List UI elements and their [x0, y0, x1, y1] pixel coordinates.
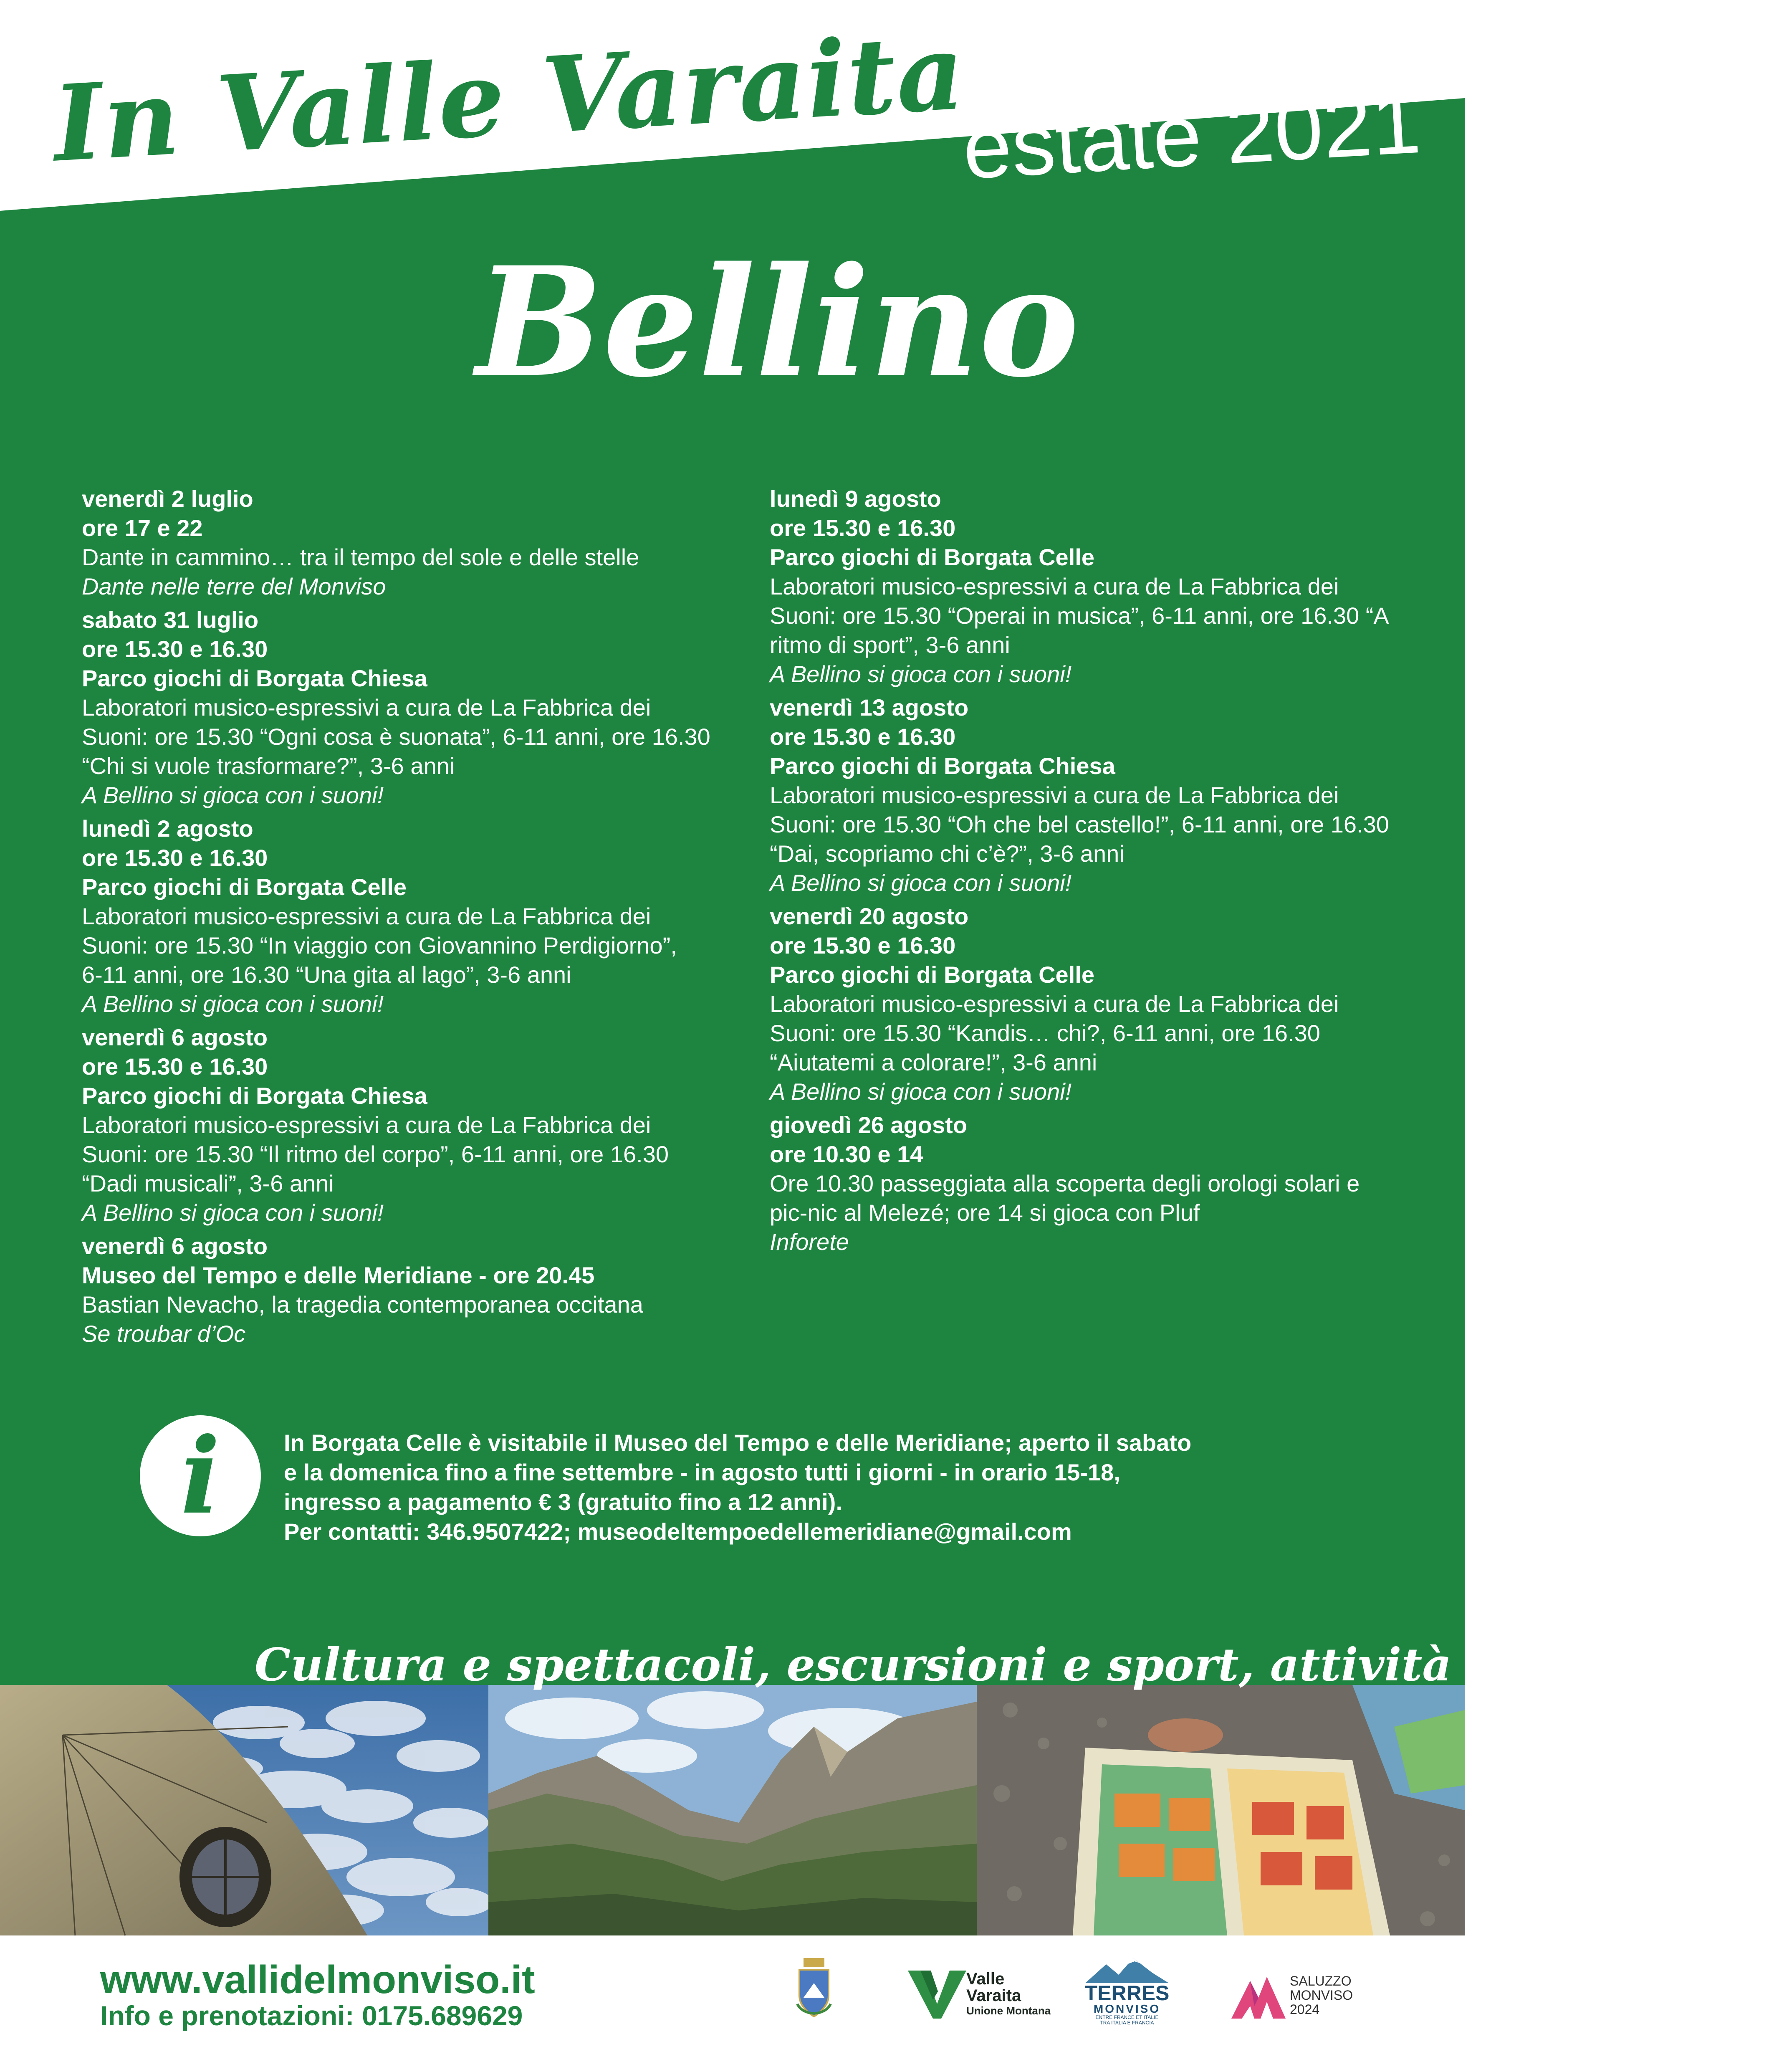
valle-varaita-line3: Unione Montana	[966, 2004, 1051, 2017]
event-description: “Aiutatemi a colorare!”, 3-6 anni	[770, 1049, 1097, 1075]
event-date: venerdì 6 agosto	[82, 1024, 268, 1050]
event-description: Suoni: ore 15.30 “Kandis… chi?, 6-11 anni, ore 16.30	[770, 1020, 1320, 1046]
town-title: Bellino	[476, 234, 1079, 410]
info-line: ingresso a pagamento € 3 (gratuito fino a 12 anni).	[284, 1489, 843, 1515]
saluzzo-line3: 2024	[1290, 2002, 1320, 2017]
footer-info: Info e prenotazioni: 0175.689629	[100, 2000, 523, 2031]
photo-mountains	[488, 1685, 977, 1935]
event-place: Parco giochi di Borgata Celle	[770, 961, 1094, 988]
valle-varaita-line1: Valle	[966, 1970, 1005, 1988]
info-line: Per contatti: 346.9507422; museodeltempoedellemeridiane@gmail.com	[284, 1518, 1072, 1545]
event-place: Parco giochi di Borgata Celle	[770, 544, 1094, 570]
event-time: ore 15.30 e 16.30	[82, 845, 268, 871]
event-date: lunedì 9 agosto	[770, 486, 941, 512]
event-block	[82, 1232, 741, 1348]
event-description: Ore 10.30 passeggiata alla scoperta degli orologi solari e	[770, 1170, 1360, 1197]
event-description: Suoni: ore 15.30 “Ogni cosa è suonata”, 6-11 anni, ore 16.30	[82, 724, 710, 750]
event-description: 6-11 anni, ore 16.30 “Una gita al lago”, 3-6 anni	[82, 961, 571, 988]
event-block	[82, 484, 741, 601]
event-place: Parco giochi di Borgata Chiesa	[770, 753, 1115, 779]
terres-line2: MONVISO	[1093, 2002, 1161, 2015]
event-series: Inforete	[770, 1229, 849, 1255]
event-time: ore 15.30 e 16.30	[82, 1053, 268, 1080]
season-label: estate 2021	[960, 73, 1423, 197]
valle-varaita-v-icon	[908, 1966, 966, 2021]
event-date: venerdì 13 agosto	[770, 694, 969, 721]
event-description: Suoni: ore 15.30 “Il ritmo del corpo”, 6-11 anni, ore 16.30	[82, 1141, 669, 1167]
event-description: Laboratori musico-espressivi a cura de La Fabbrica dei	[770, 573, 1339, 600]
event-description: Laboratori musico-espressivi a cura de La Fabbrica dei	[82, 694, 651, 721]
info-text	[284, 1428, 1432, 1546]
event-series: A Bellino si gioca con i suoni!	[82, 991, 384, 1017]
event-series: A Bellino si gioca con i suoni!	[770, 1078, 1072, 1105]
saluzzo-mountain-icon	[1231, 1973, 1286, 2019]
photo-mountains-drawing	[488, 1685, 977, 1935]
footer-url: www.vallidelmonviso.it	[100, 1958, 535, 2002]
terres-monviso-logo	[1081, 1958, 1173, 2025]
event-series: A Bellino si gioca con i suoni!	[770, 870, 1072, 896]
event-time: ore 15.30 e 16.30	[82, 636, 268, 662]
event-time: ore 17 e 22	[82, 515, 203, 541]
tagline: Cultura e spettacoli, escursioni e sport, attività per bambini	[255, 1639, 1774, 1691]
valle-varaita-logo	[908, 1966, 1051, 2021]
event-description: Suoni: ore 15.30 “Oh che bel castello!”, 6-11 anni, ore 16.30	[770, 811, 1389, 837]
event-date: venerdì 6 agosto	[82, 1233, 268, 1259]
event-time: ore 15.30 e 16.30	[770, 515, 956, 541]
terres-line1: TERRES	[1084, 1981, 1170, 2005]
photo-sundial	[0, 1685, 488, 1935]
info-line: In Borgata Celle è visitabile il Museo del Tempo e delle Meridiane; aperto il sabato	[284, 1429, 1192, 1456]
event-description: “Dadi musicali”, 3-6 anni	[82, 1170, 334, 1197]
event-date: lunedì 2 agosto	[82, 815, 253, 842]
event-series: A Bellino si gioca con i suoni!	[770, 661, 1072, 687]
event-description: Laboratori musico-espressivi a cura de La Fabbrica dei	[770, 991, 1339, 1017]
event-block	[82, 1023, 741, 1227]
info-icon	[140, 1415, 261, 1536]
event-block	[770, 1111, 1421, 1257]
photo-game-drawing	[977, 1685, 1465, 1935]
event-description: “Chi si vuole trasformare?”, 3-6 anni	[82, 753, 455, 779]
event-description: Laboratori musico-espressivi a cura de La Fabbrica dei	[82, 903, 651, 929]
event-block	[770, 693, 1421, 898]
event-block	[82, 814, 741, 1019]
bellino-crest-logo	[795, 1958, 833, 2021]
event-series: A Bellino si gioca con i suoni!	[82, 782, 384, 808]
event-date: giovedì 26 agosto	[770, 1112, 967, 1138]
event-time: ore 15.30 e 16.30	[770, 724, 956, 750]
terres-line4: TRA ITALIA E FRANCIA	[1100, 2020, 1154, 2026]
info-line: e la domenica fino a fine settembre - in agosto tutti i giorni - in orario 15-18,	[284, 1459, 1120, 1485]
saluzzo-line2: MONVISO	[1290, 1988, 1353, 2003]
event-description: Laboratori musico-espressivi a cura de La Fabbrica dei	[82, 1112, 651, 1138]
event-description: Dante in cammino… tra il tempo del sole e delle stelle	[82, 544, 639, 570]
event-place: Parco giochi di Borgata Chiesa	[82, 1083, 427, 1109]
terres-line3: ENTRE FRANCE ET ITALIE	[1095, 2014, 1159, 2020]
saluzzo-line1: SALUZZO	[1290, 1973, 1352, 1989]
event-series: Dante nelle terre del Monviso	[82, 573, 386, 600]
event-place: Museo del Tempo e delle Meridiane - ore 20.45	[82, 1262, 595, 1288]
crest-icon	[795, 1958, 833, 2021]
photo-children-game	[977, 1685, 1465, 1935]
event-description: Suoni: ore 15.30 “Operai in musica”, 6-11 anni, ore 16.30 “A	[770, 602, 1389, 629]
event-block	[82, 605, 741, 810]
event-description: pic-nic al Melezé; ore 14 si gioca con Pluf	[770, 1199, 1200, 1226]
event-description: “Dai, scopriamo chi c’è?”, 3-6 anni	[770, 840, 1125, 867]
header-title: In Valle Varaita	[50, 10, 968, 185]
event-place: Parco giochi di Borgata Celle	[82, 874, 407, 900]
events-right-column	[770, 484, 1421, 1261]
event-block	[770, 484, 1421, 689]
event-series: Se troubar d’Oc	[82, 1321, 246, 1347]
info-badge-letter: i	[180, 1414, 220, 1537]
event-time: ore 15.30 e 16.30	[770, 932, 956, 959]
event-place: Parco giochi di Borgata Chiesa	[82, 665, 427, 691]
event-block	[770, 902, 1421, 1106]
event-description: ritmo di sport”, 3-6 anni	[770, 632, 1010, 658]
photo-strip	[0, 1685, 1465, 1935]
event-time: ore 10.30 e 14	[770, 1141, 923, 1167]
event-series: A Bellino si gioca con i suoni!	[82, 1199, 384, 1226]
event-description: Laboratori musico-espressivi a cura de La Fabbrica dei	[770, 782, 1339, 808]
photo-sundial-drawing	[0, 1685, 488, 1935]
event-description: Bastian Nevacho, la tragedia contemporanea occitana	[82, 1291, 643, 1318]
event-date: sabato 31 luglio	[82, 607, 259, 633]
event-date: venerdì 20 agosto	[770, 903, 969, 929]
valle-varaita-line2: Varaita	[966, 1986, 1021, 2005]
event-date: venerdì 2 luglio	[82, 486, 253, 512]
event-description: Suoni: ore 15.30 “In viaggio con Giovannino Perdigiorno”,	[82, 932, 677, 959]
events-left-column	[82, 484, 741, 1353]
terres-mountains-icon	[1085, 1958, 1169, 1983]
saluzzo-monviso-logo	[1231, 1971, 1365, 2021]
